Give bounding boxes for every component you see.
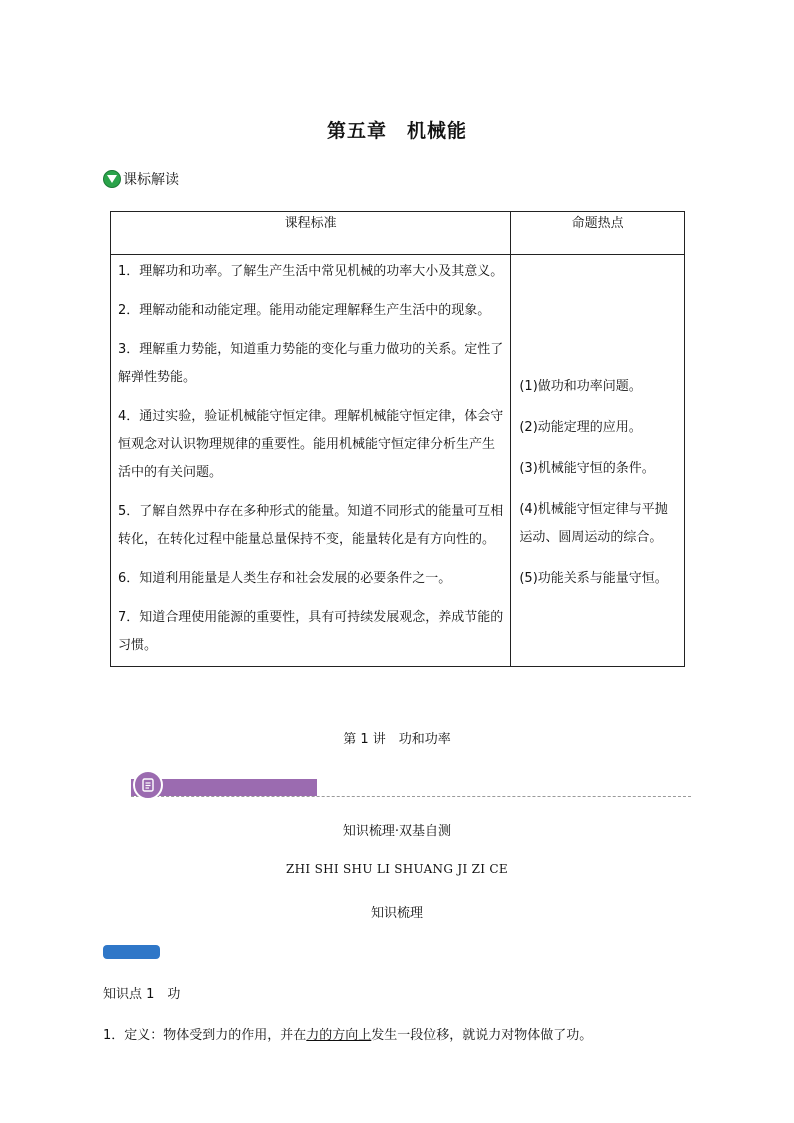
standard-item: 5．了解自然界中存在多种形式的能量。知道不同形式的能量可互相转化，在转化过程中能量总量保持不变，能量转化是有方向性的。: [118, 504, 504, 547]
standard-item: 4．通过实验，验证机械能守恒定律。理解机械能守恒定律，体会守恒观念对认识物理规律的重要性。能用机械能守恒定律分析生产生活中的有关问题。: [118, 409, 504, 480]
knowledge-heading: 知识梳理·双基自测: [342, 824, 452, 839]
banner-divider: [131, 796, 691, 797]
standard-item: 2．理解动能和动能定理。能用动能定理解释生产生活中的现象。: [118, 303, 491, 318]
section-heading: [103, 168, 179, 190]
standard-item: 7．知道合理使用能源的重要性，具有可持续发展观念，养成节能的习惯。: [118, 610, 504, 653]
definition-line: [103, 1024, 592, 1043]
hotspot-item: (3)机械能守恒的条件。: [519, 461, 655, 476]
chapter-title: 第五章 机械能: [326, 120, 467, 142]
table-header-standards: 课程标准: [111, 212, 511, 255]
hotspot-item: (4)机械能守恒定律与平抛运动、圆周运动的综合。: [519, 502, 668, 545]
knowledge-point-title: 知识点 1 功: [103, 987, 181, 1002]
sub-heading: 知识梳理: [370, 906, 423, 921]
standards-cell: [111, 255, 511, 667]
lecture-title: 第 1 讲 功和功率: [343, 732, 451, 747]
definition-prefix: 1．定义：物体受到力的作用，并在: [103, 1028, 307, 1043]
curriculum-table: [110, 211, 685, 667]
definition-suffix: 发生一段位移，就说力对物体做了功。: [371, 1028, 593, 1043]
pinyin-heading: ZHI SHI SHU LI SHUANG JI ZI CE: [286, 862, 508, 876]
hotspots-cell: [511, 255, 685, 667]
section-heading-label: 课标解读: [123, 172, 179, 188]
notebook-icon: [133, 770, 163, 800]
hotspot-item: (5)功能关系与能量守恒。: [519, 571, 668, 586]
standard-item: 3．理解重力势能，知道重力势能的变化与重力做功的关系。定性了解弹性势能。: [118, 342, 504, 385]
standard-item: 1．理解功和功率。了解生产生活中常见机械的功率大小及其意义。: [118, 264, 504, 279]
hotspot-item: (2)动能定理的应用。: [519, 420, 642, 435]
standard-item: 6．知道利用能量是人类生存和社会发展的必要条件之一。: [118, 571, 452, 586]
definition-underlined: 力的方向上: [306, 1028, 372, 1043]
triangle-down-icon: [103, 170, 121, 188]
table-header-hotspots: 命题热点: [511, 212, 685, 255]
hotspot-item: (1)做功和功率问题。: [519, 379, 642, 394]
blue-tag: [103, 945, 160, 959]
